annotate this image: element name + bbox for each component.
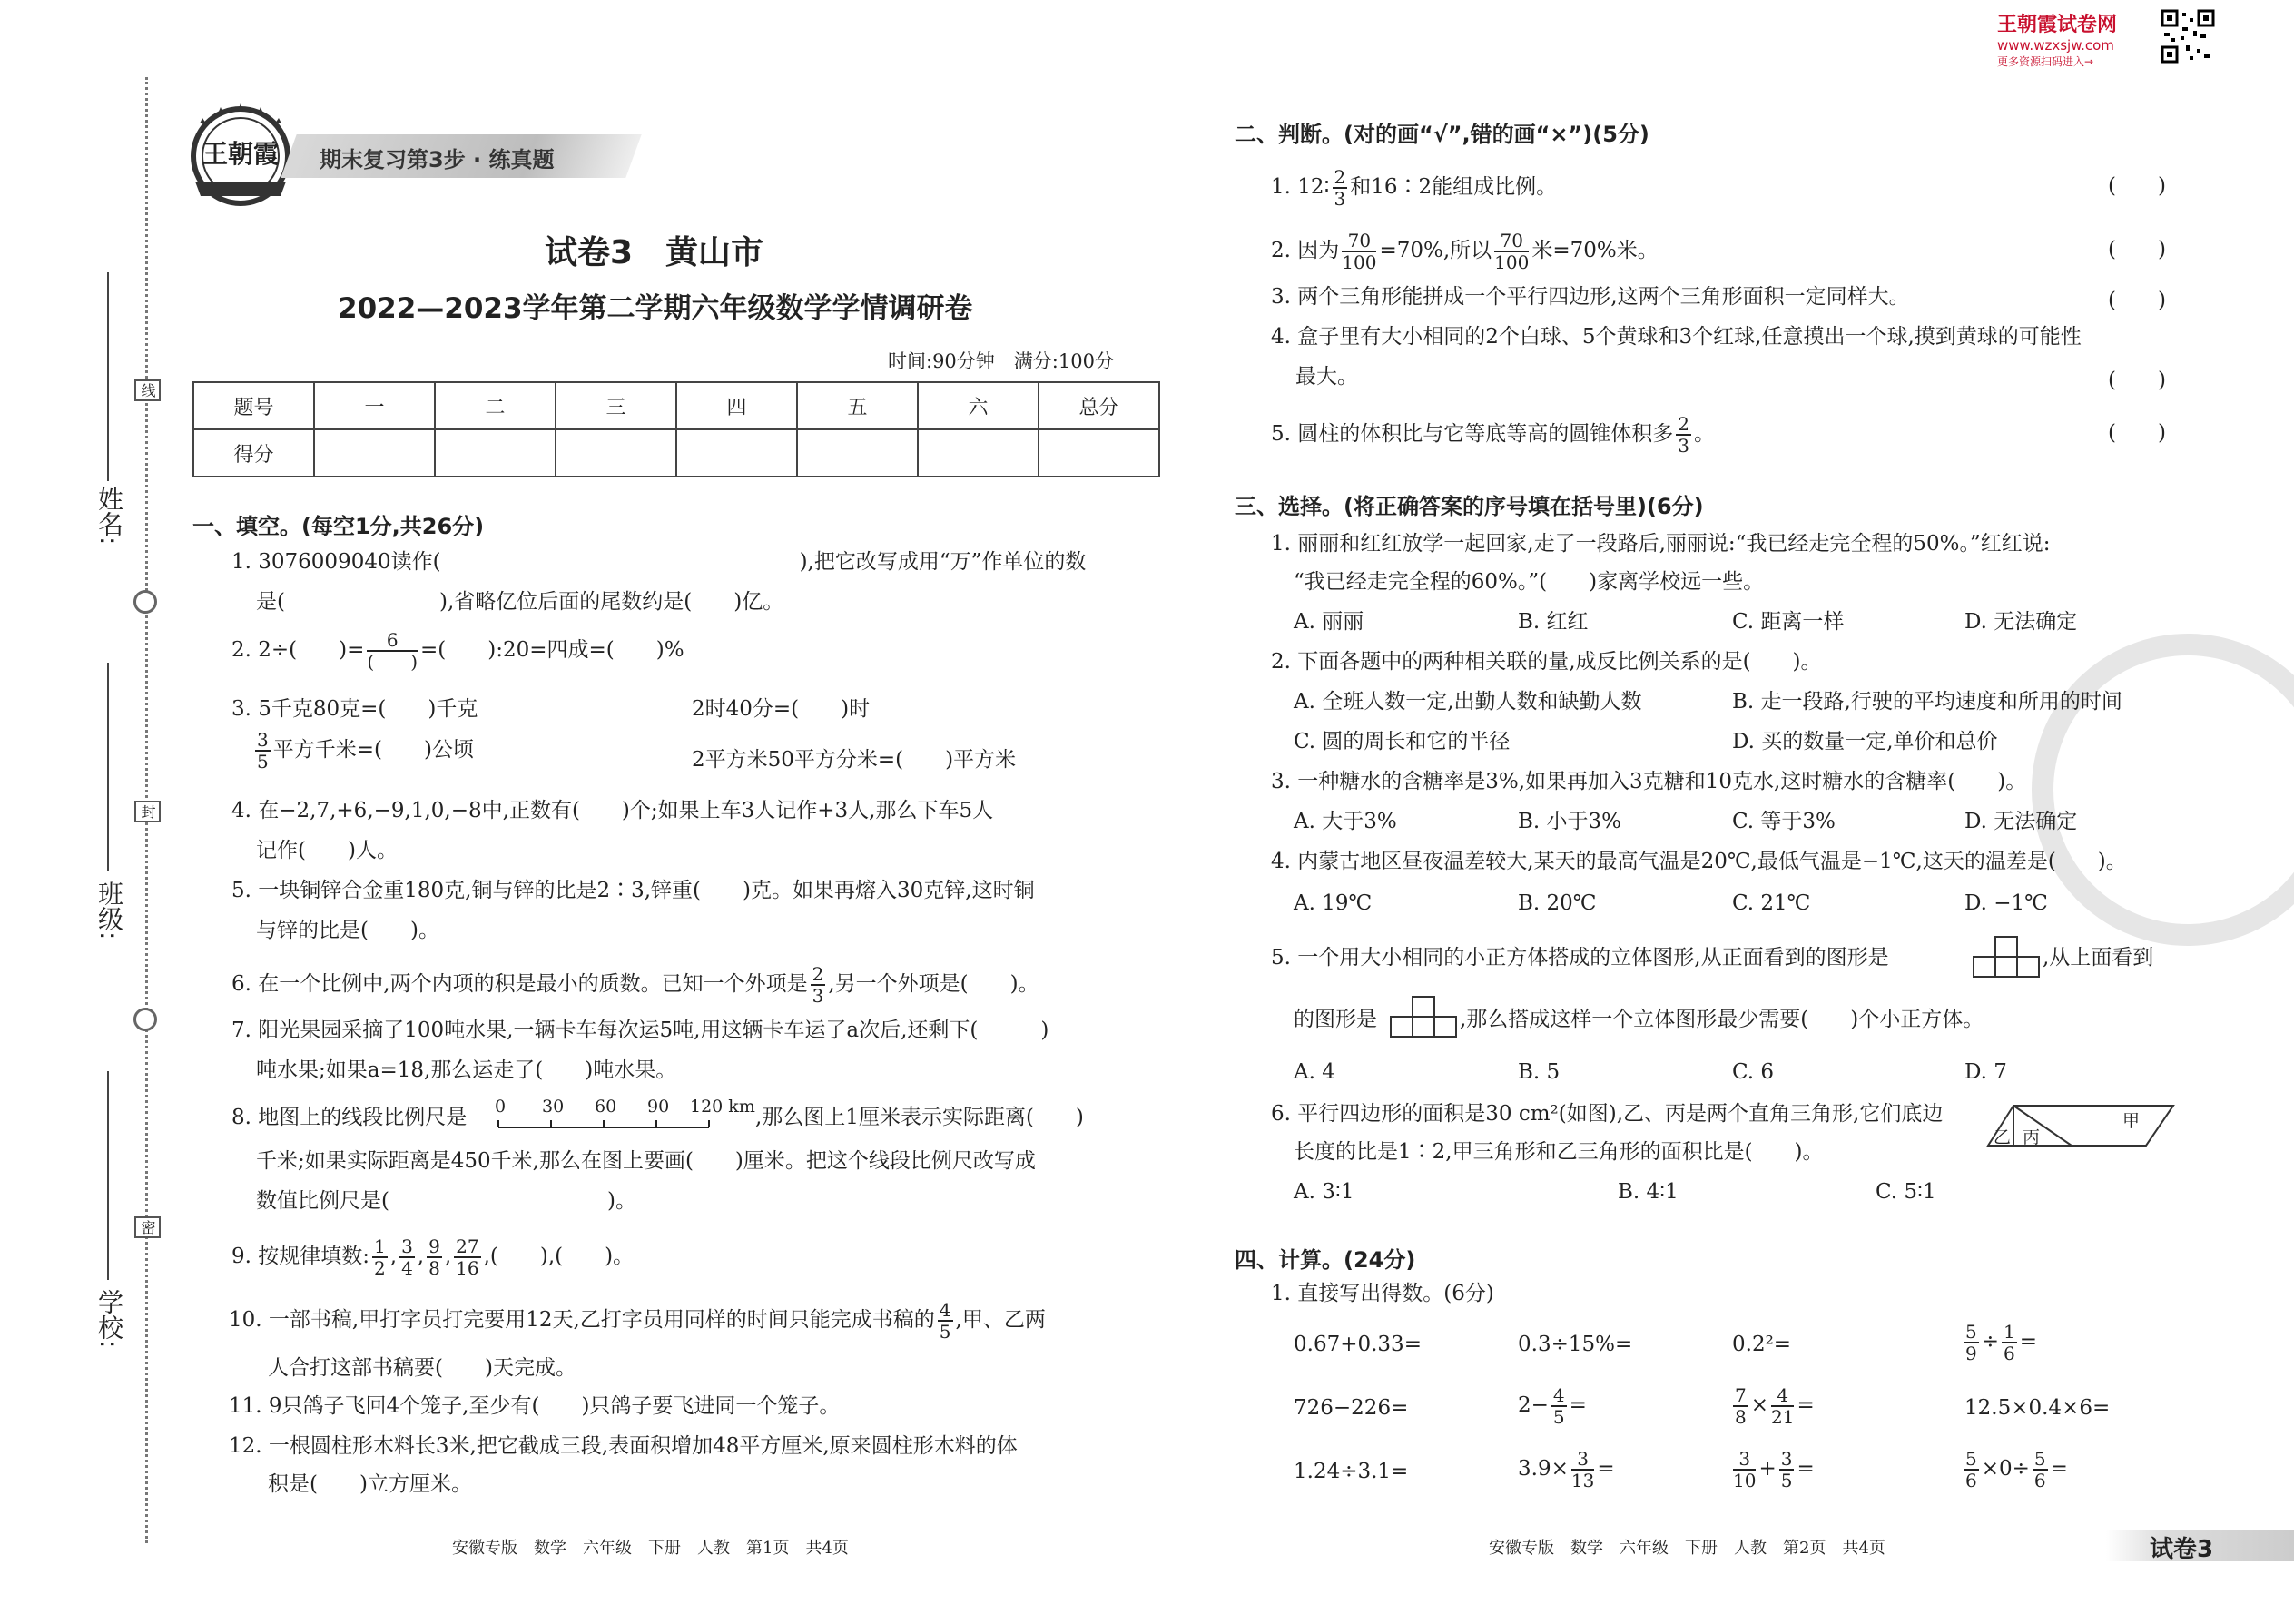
choice-option[interactable]: B. 5 <box>1518 1060 1561 1084</box>
score-cell[interactable] <box>676 429 797 477</box>
choice-option[interactable]: B. 走一段路,行驶的平均速度和所用的时间 <box>1732 690 2122 714</box>
q9-fraction: $\frac{1}{2}$ <box>374 1235 386 1279</box>
q3-fraction: $\frac{3}{5}$ <box>257 729 269 773</box>
tag-line: 线 <box>134 379 161 401</box>
judge-q5: 5. 圆柱的体积比与它等底等高的圆锥体积多 $\frac{2}{3}$ 。 <box>1271 413 1715 457</box>
choice-q1-line2: “我已经走完全程的60%。”( )家离学校远一些。 <box>1294 570 1765 594</box>
choice-option[interactable]: A. 3∶1 <box>1294 1180 1354 1204</box>
q12-line1: 12. 一根圆柱形木料长3米,把它截成三段,表面积增加48平方厘米,原来圆柱形木料的体 <box>229 1434 1018 1458</box>
choice-q5-text-d: ,那么搭成这样一个立体图形最少需要( )个小正方体。 <box>1460 1008 1984 1031</box>
calc-item: $\frac{5}{6}$ ×0÷ $\frac{5}{6}$ = <box>1965 1448 2068 1491</box>
score-cell[interactable] <box>918 429 1039 477</box>
name-line[interactable] <box>107 272 109 481</box>
choice-option[interactable]: C. 距离一样 <box>1732 610 1845 634</box>
time-info: 时间:90分钟 满分:100分 <box>888 350 1114 372</box>
watermark-logo <box>1997 9 2117 69</box>
q10-text-a: 10. 一部书稿,甲打字员打完要用12天,乙打字员用同样的时间只能完成书稿的 <box>229 1308 935 1332</box>
q6-text-a: 6. 在一个比例中,两个内项的积是最小的质数。已知一个外项是 <box>231 972 808 996</box>
front-view-figure <box>1972 935 2041 979</box>
choice-option[interactable]: B. 小于3% <box>1518 810 1622 833</box>
qr-code-icon <box>2161 9 2215 64</box>
choice-q5-line1: 5. 一个用大小相同的小正方体搭成的立体图形,从正面看到的图形是 <box>1271 946 1889 969</box>
scale-tick-label: 120 km <box>690 1097 755 1117</box>
choice-option[interactable]: A. 丽丽 <box>1294 610 1364 634</box>
watermark-url: www.wzxsjw.com <box>1997 37 2114 54</box>
q8-text-b: ,那么图上1厘米表示实际距离( ) <box>755 1106 1084 1129</box>
judge-q1-fraction: $\frac{2}{3}$ <box>1334 166 1346 210</box>
q4-line1: 4. 在−2,7,+6,−9,1,0,−8中,正数有( )个;如果上车3人记作+3人,那么下车5人 <box>231 799 994 822</box>
score-header-cell: 一 <box>314 382 435 429</box>
school-label: 学校: <box>94 1289 124 1349</box>
q2-text-a: 2. 2÷( )= <box>231 638 365 662</box>
parallelogram-figure <box>1986 1100 2177 1151</box>
calc-item: 1.24÷3.1= <box>1294 1460 1409 1483</box>
score-header-cell: 三 <box>556 382 676 429</box>
q8-text-a: 8. 地图上的线段比例尺是 <box>231 1106 468 1129</box>
score-cell[interactable] <box>556 429 676 477</box>
scale-bar <box>495 1097 755 1137</box>
q9-text-a: 9. 按规律填数: <box>231 1245 370 1268</box>
q9-line: 9. 按规律填数: $\frac{1}{2}$ , $\frac{3}{4}$ , $\frac{9}{8}$ , $\frac{27}{16}$ ,( ),( )。 <box>231 1235 635 1279</box>
calc-item: 0.67+0.33= <box>1294 1333 1422 1356</box>
watermark-site: 王朝霞试卷网 <box>1997 14 2118 36</box>
scale-tick-label: 30 <box>542 1097 565 1117</box>
footer-right: 安徽专版 数学 六年级 下册 人教 第2页 共4页 <box>1489 1539 1885 1558</box>
judge-q1: 1. 12∶ $\frac{2}{3}$ 和16∶2能组成比例。 <box>1271 166 1558 210</box>
q9-fraction: $\frac{3}{4}$ <box>401 1235 413 1279</box>
q2-line <box>231 630 684 672</box>
calc-item: 0.2²= <box>1732 1333 1792 1356</box>
class-label: 班级: <box>94 881 124 940</box>
score-header-cell: 四 <box>676 382 797 429</box>
q2-text-b: =( ):20=四成=( )% <box>420 638 684 662</box>
section3-heading: 三、选择。(将正确答案的序号填在括号里)(6分) <box>1235 494 1704 519</box>
tag-secret: 密 <box>134 1216 161 1238</box>
choice-q4: 4. 内蒙古地区昼夜温差较大,某天的最高气温是20℃,最低气温是−1℃,这天的温差是( )。 <box>1271 850 2127 873</box>
choice-q5-text-b: ,从上面看到 <box>2043 946 2154 969</box>
q8-text-d: 数值比例尺是( <box>256 1189 389 1213</box>
judge-q1-answer[interactable]: ( ) <box>2108 174 2166 198</box>
calc-item: 3.9× $\frac{3}{13}$ = <box>1518 1448 1615 1491</box>
choice-q2: 2. 下面各题中的两种相关联的量,成反比例关系的是( )。 <box>1271 650 1822 674</box>
q2-fraction: $\frac{6}{( )}$ <box>367 629 418 673</box>
score-header-cell: 二 <box>435 382 556 429</box>
score-table <box>192 381 1160 477</box>
q6-line <box>231 964 1039 1006</box>
watermark-note: 更多资源扫码进入→ <box>1997 55 2094 68</box>
q8-line3 <box>256 1187 636 1215</box>
q12-line2: 积是( )立方厘米。 <box>268 1472 472 1496</box>
q5-line2: 与锌的比是( )。 <box>256 919 439 942</box>
judge-q3: 3. 两个三角形能拼成一个平行四边形,这两个三角形面积一定同样大。 <box>1271 285 1910 309</box>
q1-line2 <box>256 588 783 615</box>
choice-option[interactable]: B. 4∶1 <box>1618 1180 1679 1204</box>
exam-title: 试卷3 黄山市 <box>545 234 764 271</box>
score-header-cell: 五 <box>797 382 918 429</box>
school-line[interactable] <box>107 1071 109 1280</box>
seal-watermark <box>2024 617 2294 962</box>
score-cell[interactable] <box>797 429 918 477</box>
judge-q4-answer[interactable]: ( ) <box>2108 369 2166 392</box>
judge-q2: 2. 因为 $\frac{70}{100}$ =70%,所以 $\frac{70}{100}$ 米=70%米。 <box>1271 230 1659 273</box>
score-header-cell: 题号 <box>193 382 314 429</box>
q5-line1: 5. 一块铜锌合金重180克,铜与锌的比是2∶3,锌重( )克。如果再熔入30克锌,这时铜 <box>231 879 1035 902</box>
q7-line1: 7. 阳光果园采摘了100吨水果,一辆卡车每次运5吨,用这辆卡车运了a次后,还剩下( ) <box>231 1019 1049 1042</box>
choice-q6-line1: 6. 平行四边形的面积是30 cm²(如图),乙、丙是两个直角三角形,它们底边 <box>1271 1102 1944 1126</box>
score-header-cell: 总分 <box>1039 382 1159 429</box>
choice-q3: 3. 一种糖水的含糖率是3%,如果再加入3克糖和10克水,这时糖水的含糖率( )。 <box>1271 770 2027 793</box>
q6-text-b: ,另一个外项是( )。 <box>828 972 1039 996</box>
choice-option[interactable]: A. 4 <box>1294 1060 1335 1084</box>
q6-fraction: $\frac{2}{3}$ <box>812 963 824 1007</box>
choice-option[interactable]: A. 全班人数一定,出勤人数和缺勤人数 <box>1294 690 1642 714</box>
choice-option[interactable]: C. 6 <box>1732 1060 1775 1084</box>
scale-tick-label: 0 <box>495 1097 507 1117</box>
judge-q2-fraction: $\frac{70}{100}$ <box>1494 230 1530 273</box>
scale-tick-label: 60 <box>595 1097 617 1117</box>
section4-heading: 四、计算。(24分) <box>1235 1247 1416 1273</box>
score-cell[interactable] <box>1039 429 1159 477</box>
exam-subtitle: 2022—2023学年第二学期六年级数学学情调研卷 <box>338 292 973 325</box>
choice-option[interactable]: B. 红红 <box>1518 610 1589 634</box>
q3-c-line <box>252 730 474 772</box>
q3-b: 2时40分=( )时 <box>692 697 871 721</box>
calc-item: 0.3÷15%= <box>1518 1333 1633 1356</box>
choice-option[interactable]: A. 大于3% <box>1294 810 1397 833</box>
figure-label: 乙 <box>1994 1127 2012 1147</box>
score-row-label: 得分 <box>193 429 314 477</box>
q10-line1 <box>229 1300 1046 1342</box>
calc-item: 726−226= <box>1294 1396 1409 1420</box>
brand-name: 王朝霞 <box>202 139 279 169</box>
judge-q2-fraction: $\frac{70}{100}$ <box>1342 230 1377 273</box>
tag-seal: 封 <box>134 801 161 822</box>
score-cell[interactable] <box>314 429 435 477</box>
footer-left: 安徽专版 数学 六年级 下册 人教 第1页 共4页 <box>452 1539 849 1558</box>
judge-q5-answer[interactable]: ( ) <box>2108 421 2166 445</box>
top-view-figure <box>1389 995 1458 1038</box>
q8-line2: 千米;如果实际距离是450千米,那么在图上要画( )厘米。把这个线段比例尺改写成 <box>256 1149 1036 1173</box>
choice-option[interactable]: D. 买的数量一定,单价和总价 <box>1732 730 1998 753</box>
calc-item: 12.5×0.4×6= <box>1964 1396 2111 1420</box>
q9-fraction: $\frac{27}{16}$ <box>456 1235 479 1279</box>
q1-text-d: ),省略亿位后面的尾数约是( )亿。 <box>438 590 784 614</box>
calc-sub1: 1. 直接写出得数。(6分) <box>1271 1282 1494 1305</box>
q8-text-e: )。 <box>606 1189 636 1213</box>
choice-option[interactable]: C. 圆的周长和它的半径 <box>1294 730 1511 753</box>
judge-q3-answer[interactable]: ( ) <box>2108 289 2166 312</box>
choice-option[interactable]: B. 20℃ <box>1518 891 1597 915</box>
judge-q2-answer[interactable]: ( ) <box>2108 238 2166 261</box>
choice-option[interactable]: A. 19℃ <box>1294 891 1373 915</box>
judge-q4-line2: 最大。 <box>1295 365 1358 389</box>
choice-q1-line1: 1. 丽丽和红红放学一起回家,走了一段路后,丽丽说:“我已经走完全程的50%。”红红说: <box>1271 532 2051 556</box>
figure-label: 丙 <box>2023 1127 2041 1147</box>
section1-heading: 一、填空。(每空1分,共26分) <box>192 514 485 539</box>
q11-line: 11. 9只鸽子飞回4个笼子,至少有( )只鸽子要飞进同一个笼子。 <box>229 1394 841 1418</box>
calc-item: $\frac{5}{9}$ ÷ $\frac{1}{6}$ = <box>1965 1321 2038 1364</box>
binding-hole-1 <box>133 590 157 614</box>
q1-text-a: 1. 3076009040读作( <box>231 550 441 574</box>
q3-d: 2平方米50平方分米=( )平方米 <box>692 748 1017 772</box>
q3-text-c: 平方千米=( )公顷 <box>272 738 474 762</box>
q1-line1 <box>231 548 1086 576</box>
q1-text-c: 是( <box>256 590 285 614</box>
judge-q4-line1: 4. 盒子里有大小相同的2个白球、5个黄球和3个红球,任意摸出一个球,摸到黄球的可能性 <box>1271 325 2082 349</box>
binding-hole-2 <box>133 1008 157 1031</box>
choice-option[interactable]: C. 5∶1 <box>1876 1180 1936 1204</box>
choice-option[interactable]: C. 等于3% <box>1732 810 1836 833</box>
calc-item: $\frac{3}{10}$ + $\frac{3}{5}$ = <box>1733 1448 1815 1491</box>
calc-item: 2− $\frac{4}{5}$ = <box>1518 1384 1587 1428</box>
choice-option[interactable]: D. 7 <box>1964 1060 2007 1084</box>
choice-q6-line2: 长度的比是1∶2,甲三角形和乙三角形的面积比是( )。 <box>1294 1140 1824 1164</box>
choice-option[interactable]: D. −1℃ <box>1964 891 2048 915</box>
name-label: 姓名: <box>94 486 124 546</box>
choice-option[interactable]: D. 无法确定 <box>1964 810 2078 833</box>
score-header-cell: 六 <box>918 382 1039 429</box>
q10-text-b: ,甲、乙两 <box>955 1308 1046 1332</box>
q9-text-b: ,( ),( )。 <box>483 1245 635 1268</box>
q1-text-b: ),把它改写成用“万”作单位的数 <box>799 550 1087 574</box>
q8-line1 <box>231 1104 467 1131</box>
brand-logo <box>186 102 295 211</box>
q10-fraction: $\frac{4}{5}$ <box>939 1299 951 1343</box>
q9-fraction: $\frac{9}{8}$ <box>428 1235 440 1279</box>
calc-item: $\frac{7}{8}$ × $\frac{4}{21}$ = <box>1735 1384 1815 1428</box>
score-cell[interactable] <box>435 429 556 477</box>
choice-option[interactable]: D. 无法确定 <box>1964 610 2078 634</box>
q4-line2: 记作( )人。 <box>256 839 398 862</box>
judge-q5-fraction: $\frac{2}{3}$ <box>1678 413 1689 457</box>
figure-label: 甲 <box>2122 1111 2141 1131</box>
q3-a: 3. 5千克80克=( )千克 <box>231 697 478 721</box>
class-line[interactable] <box>107 663 109 871</box>
choice-option[interactable]: C. 21℃ <box>1732 891 1811 915</box>
section2-heading: 二、判断。(对的画“√”,错的画“×”)(5分) <box>1235 122 1649 147</box>
q10-line2: 人合打这部书稿要( )天完成。 <box>268 1356 576 1380</box>
banner-text: 期末复习第3步 · 练真题 <box>320 147 555 172</box>
q7-line2: 吨水果;如果a=18,那么运走了( )吨水果。 <box>256 1058 677 1082</box>
footer-badge-text: 试卷3 <box>2150 1536 2214 1563</box>
choice-q5-line2: 的图形是 <box>1294 1008 1377 1031</box>
scale-tick-label: 90 <box>647 1097 670 1117</box>
